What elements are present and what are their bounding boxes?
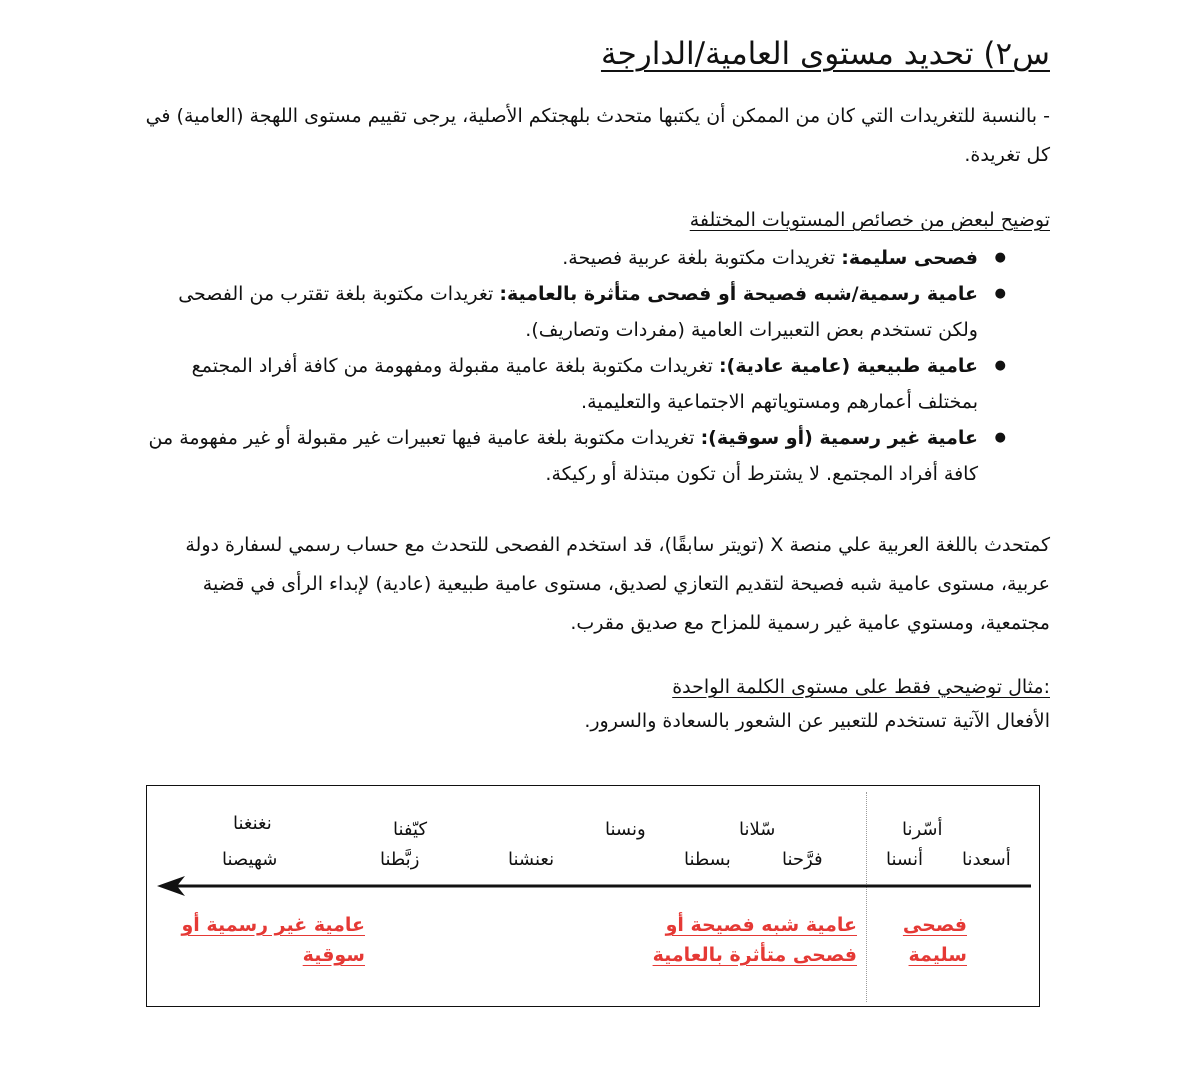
level-item: [145, 420, 1050, 492]
levels-heading: توضيح لبعض من خصائص المستويات المختلفة: [689, 209, 1050, 231]
level-term: عامية طبيعية (عامية عادية):: [718, 355, 978, 377]
word-wanasna: ونسنا: [605, 819, 646, 840]
category-semi-formal-label: عامية شبه فصيحة أو فصحى متأثرة بالعامية: [652, 914, 857, 966]
level-description: تغريدات مكتوبة بلغة عربية فصيحة.: [562, 247, 842, 269]
formality-arrow: [155, 874, 1031, 898]
word-basatna: بسطنا: [684, 849, 731, 870]
formality-scale-diagram: [146, 785, 1040, 1007]
category-fusha: [871, 910, 967, 970]
word-anasna: أنسنا: [886, 849, 923, 870]
level-item: [145, 240, 1050, 276]
word-shahyasna: شهيصنا: [222, 849, 278, 870]
level-description: تغريدات مكتوبة بلغة عامية مقبولة ومفهومة من كافة أفراد المجتمع بمختلف أعمارهم ومستوياتهم الاجتماعية والتعليمية.: [191, 355, 978, 413]
category-informal-label: عامية غير رسمية أو سوقية: [181, 914, 365, 966]
level-term: عامية غير رسمية (أو سوقية):: [700, 427, 978, 449]
category-informal: [175, 910, 365, 970]
word-zabbatna: زبَّطنا: [380, 849, 420, 870]
page-title: س٢) تحديد مستوى العامية/الدارجة: [600, 36, 1050, 72]
speaker-note-paragraph: كمتحدث باللغة العربية علي منصة X (تويتر سابقًا)، قد استخدم الفصحى للتحدث مع حساب رسمي لسفارة دولة عربية، مستوى عامية شبه فصيحة لتقديم التعازي لصديق، مستوى عامية طبيعية (عادية) لإبداء الرأى في قضية مجتمعية، ومستوي عامية غير رسمية للمزاح مع صديق مقرب.: [185, 534, 1050, 634]
level-term: فصحى سليمة:: [841, 247, 978, 269]
category-fusha-label: فصحى سليمة: [902, 914, 967, 966]
word-kayyafna: كيّفنا: [393, 819, 428, 840]
example-heading: :مثال توضيحي فقط على مستوى الكلمة الواحدة: [672, 676, 1050, 698]
word-sallana: سّلانا: [739, 819, 776, 840]
word-naanashna: نعنشنا: [508, 849, 555, 870]
level-item: [145, 276, 1050, 348]
category-semi-formal: [637, 910, 857, 970]
levels-list: [145, 240, 1050, 492]
word-asarna: أسّرنا: [902, 819, 943, 840]
level-description: تغريدات مكتوبة بلغة تقترب من الفصحى ولكن تستخدم بعض التعبيرات العامية (مفردات وتصاريف).: [178, 283, 978, 341]
word-farrahna: فرَّحنا: [782, 849, 823, 870]
word-naghnaghna: نغنغنا: [233, 813, 272, 834]
example-sentence: الأفعال الآتية تستخدم للتعبير عن الشعور بالسعادة والسرور.: [584, 710, 1050, 732]
intro-paragraph: - بالنسبة للتغريدات التي كان من الممكن أن يكتبها متحدث بلهجتكم الأصلية، يرجى تقييم مستوى اللهجة (العامية) في كل تغريدة.: [145, 105, 1050, 166]
level-item: [145, 348, 1050, 420]
level-description: تغريدات مكتوبة بلغة عامية فيها تعبيرات غير مقبولة أو غير مفهومة من كافة أفراد المجتمع. لا يشترط أن تكون مبتذلة أو ركيكة.: [148, 427, 978, 485]
level-term: عامية رسمية/شبه فصيحة أو فصحى متأثرة بالعامية:: [499, 283, 978, 305]
word-asadna: أسعدنا: [962, 849, 1011, 870]
